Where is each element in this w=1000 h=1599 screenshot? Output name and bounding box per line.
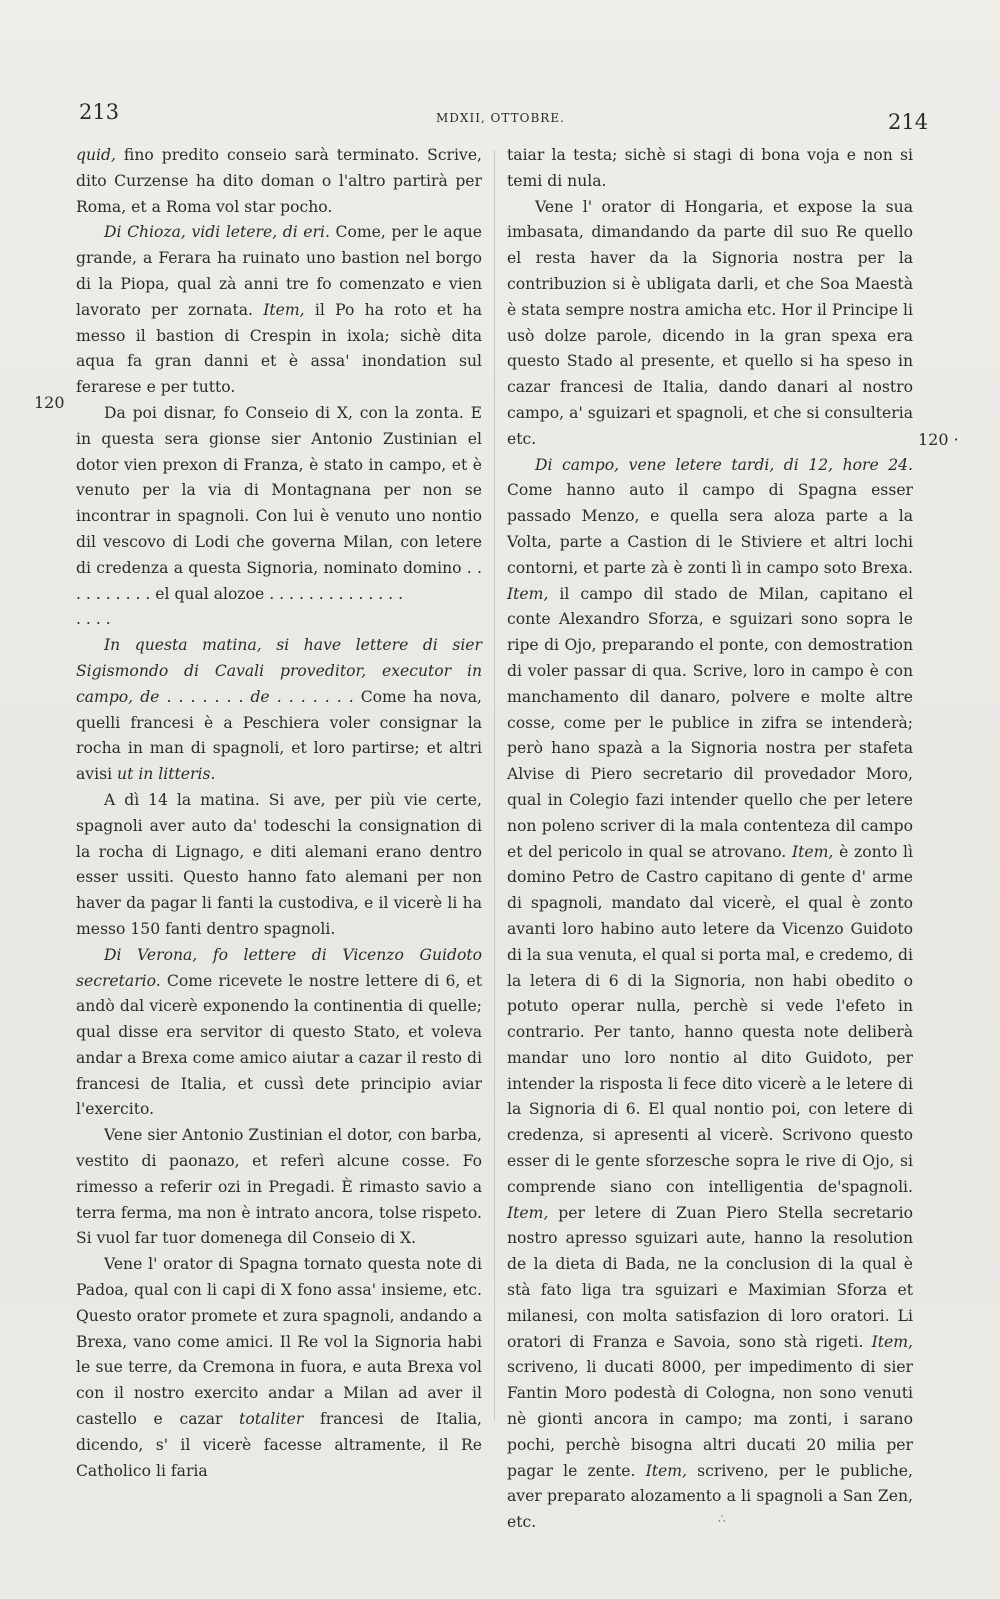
paragraph — [76, 220, 482, 401]
text-run: taiar la testa; sichè si stagi di bona voja e non si temi di nula. — [507, 146, 913, 190]
text-run: Come, per le aque grande, a Ferara ha ruinato uno bastion nel borgo di la Piopa, qual zà anni tre fo comenzato e vien lavorato per zornata. — [76, 223, 482, 319]
text-run: il campo dil stado de Milan, capitano el conte Alexandro Sforza, e sguizari sono sopra le ripe di Ojo, preparando el ponte, con demostration di voler passar di qua. Scrive, loro in campo è con manchamento dil danaro, polvere e molte altre cosse, come per le publice in zifra se intenderà; però hano spazà a la Signoria nostra per stafeta Alvise di Piero secretario dil provedador Moro, qual in Colegio fazi intender quello che per letere non poleno scriver di la mala contenteza dil campo et del pericolo in qual se atrovano. — [507, 584, 913, 861]
paragraph — [76, 1123, 482, 1252]
text-run: fino predito conseio sarà terminato. Scrive, dito Curzense ha dito doman o l'altro partirà per Roma, et a Roma vol star pocho. — [76, 146, 482, 216]
text-run: . . . . — [76, 610, 111, 629]
italic-run: Item, — [263, 300, 305, 319]
paragraph — [76, 143, 482, 220]
italic-run: ut in litteris. — [117, 765, 216, 784]
text-run: scriveno, per le publiche, aver preparato alozamento a li spagnoli a San Zen, etc. — [507, 1461, 913, 1532]
scan-specks: ∴ — [718, 1512, 726, 1526]
text-run: Da poi disnar, fo Conseio di X, con la zonta. E in questa sera gionse sier Antonio Zustinian el dotor vien prexon di Franza, è stato in campo, et è venuto per la via di Montagnana per non se incontrar in spagnoli. Con lui è venuto uno nontio dil vescovo di Lodi che governa Milan, con letere di credenza a questa Signoria, nominato domino . . . . . . . . . . el qual alozoe . . . . . . . . . . . . . . — [76, 403, 482, 603]
page-number-left: 213 — [79, 100, 120, 124]
margin-number-right: 120 · — [918, 430, 959, 449]
italic-run: Item, — [507, 1203, 549, 1222]
italic-run: In questa matina, si have lettere di sier Sigismondo di Cavali proveditor, executor in campo, de . . . . . . . de . . . . . . . — [76, 636, 482, 706]
left-column — [76, 143, 482, 1484]
text-run: Vene sier Antonio Zustinian el dotor, con barba, vestito di paonazo, et referì alcune cosse. Fo rimesso a referir ozi in Pregadi. È rimasto savio a terra ferma, ma non è intrato ancora, tolse rispeto. Si vuol far tuor domenega dil Conseio di X. — [76, 1126, 482, 1248]
paragraph — [76, 607, 482, 633]
text-run: per letere di Zuan Piero Stella secretario nostro apresso sguizari aute, hanno la resolution de la dieta di Bada, ne la conclusion di la qual è stà fato liga tra sguizari e Maximian Sforza et milanesi, con molta satisfazion di loro oratori. Li oratori di Franza e Savoia, sono stà rigeti. — [507, 1203, 913, 1351]
italic-run: Di Chioza, vidi letere, di eri. — [104, 223, 330, 242]
running-title: MDXII, OTTOBRE. — [436, 111, 565, 125]
text-run: Come ricevete le nostre lettere di 6, et andò dal vicerè exponendo la continentia di quelle; qual disse era servitor di questo Stato, et voleva andar a Brexa come amico aiutar a cazar il resto di francesi de Italia, et cussì dete principio aviar l'exercito. — [76, 971, 482, 1119]
paragraph — [76, 788, 482, 943]
text-run: Come ha nova, quelli francesi è a Peschiera voler consignar la rocha in man di spagnoli, et loro partirse; et altri avisi — [76, 687, 482, 784]
text-run: il Po ha roto et ha messo il bastion di Crespin in ixola; sichè dita aqua fa gran danni et è assa' inondation sul ferarese e per tutto. — [76, 300, 482, 397]
italic-run: Item, — [645, 1461, 687, 1480]
italic-run: Item, — [791, 842, 834, 861]
right-column — [507, 143, 913, 1536]
italic-run: Di campo, vene letere tardi, di 12, hore 24. — [535, 455, 913, 474]
text-run: Come hanno auto il campo di Spagna esser passado Menzo, e quella sera aloza parte a la Volta, parte a Castion di le Stiviere et altri lochi contorni, et parte zà è zonti lì in campo soto Brexa. — [507, 481, 913, 577]
paragraph — [76, 401, 482, 607]
paragraph — [507, 143, 913, 195]
page-number-right: 214 — [888, 110, 929, 134]
italic-run: quid, — [76, 146, 116, 164]
text-run: è zonto lì domino Petro de Castro capitano di gente d' arme di spagnoli, mandato dal vicerè, el qual è zonto avanti loro habino auto letere da Vicenzo Guidoto di la sua venuta, el qual si porta mal, e credemo, di la letera di 6 di la Signoria, non habi obedito o potuto operar nulla, perchè si vede l'efeto in contrario. Per tanto, hanno questa note deliberà mandar uno loro nontio al dito Guidoto, per intender la risposta li fece dito vicerè a le letere di la Signoria di 6. El qual nontio poi, con letere di credenza, si apresenti al vicerè. Scrivono questo esser di le gente sforzesche sopra le rive di Ojo, si comprende siano con intelligentia de'spagnoli. — [507, 842, 913, 1196]
text-run: francesi de Italia, dicendo, s' il vicerè facesse altramente, il Re Catholico li faria — [76, 1410, 482, 1480]
italic-run: Di Verona, fo lettere di Vicenzo Guidoto secretario. — [76, 945, 482, 990]
paragraph — [507, 453, 913, 1536]
margin-number-left: 120 — [34, 393, 65, 412]
text-run: Vene l' orator di Spagna tornato questa note di Padoa, qual con li capi di X fono assa' insieme, etc. Questo orator promete et zura spagnoli, andando a Brexa, vano come amici. Il Re vol la Signoria habi le sue terre, da Cremona in fuora, e auta Brexa vol con il nostro exercito andar a Milan ad aver il castello e cazar — [76, 1255, 482, 1429]
italic-run: Item, — [871, 1332, 913, 1351]
column-divider — [494, 150, 495, 1420]
paragraph — [76, 633, 482, 788]
paragraph — [507, 195, 913, 453]
italic-run: Item, — [507, 584, 549, 603]
italic-run: totaliter — [239, 1410, 304, 1429]
text-run: A dì 14 la matina. Si ave, per più vie certe, spagnoli aver auto da' todeschi la consignation di la rocha di Lignago, e diti alemani erano dentro esser ussiti. Questo hanno fato alemani per non haver da pagar li fanti la custodiva, e il vicerè li ha messo 150 fanti dentro spagnoli. — [76, 790, 482, 938]
text-run: scriveno, li ducati 8000, per impedimento di sier Fantin Moro podestà di Cologna, non sono venuti nè gionti ancora in campo; ma zonti, i sarano pochi, perchè bisogna altri ducati 20 milia per pagar le zente. — [507, 1358, 913, 1480]
page-header — [0, 100, 1000, 140]
text-run: Vene l' orator di Hongaria, et expose la sua imbasata, dimandando da parte dil suo Re quello el resta haver da la Signoria nostra per la contribuzion si è ubligata darli, et che Soa Maestà è stata sempre nostra amicha etc. Hor il Principe li usò dolze parole, dicendo in la gran spexa era questo Stado al presente, et quello si ha speso in cazar francesi de Italia, dando danari al nostro campo, a' sguizari et spagnoli, et che si consulteria etc. — [507, 197, 913, 448]
paragraph — [76, 1252, 482, 1484]
paragraph — [76, 943, 482, 1124]
